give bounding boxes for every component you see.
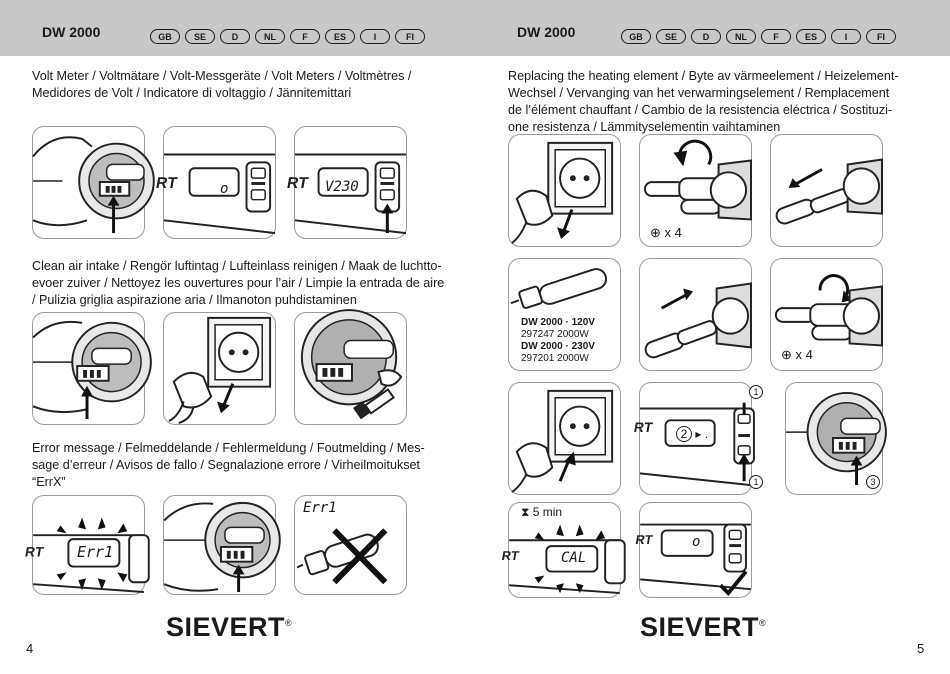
ready-readout: o — [692, 534, 701, 550]
page-number: 4 — [26, 641, 34, 656]
insert-element-illustration — [639, 258, 752, 371]
heat-gun-switch-illustration — [32, 312, 145, 425]
step-badge: 1 — [749, 475, 763, 489]
display-off-illustration — [154, 126, 276, 239]
new-element-spec — [508, 258, 621, 371]
heat-gun-switch-illustration — [785, 382, 883, 495]
error-display-readout: Err1 — [77, 543, 114, 561]
error-message-caption: Error message / Felmeddelande / Fehlermeldung / Foutmelding / Mes- sage d’erreur / Avisos de fallo / Segnalazione errore / Virheilmoitukset “ErrX” — [32, 441, 425, 489]
page-number: 5 — [917, 641, 925, 656]
model-title: DW 2000 — [42, 24, 101, 40]
step-badge: 2 ▸ . — [676, 426, 708, 442]
element-spec-list: DW 2000 · 120V 297247 2000W DW 2000 · 230V 297201 2000W — [521, 317, 595, 364]
language-badges — [150, 29, 425, 44]
control-panel-steps-illustration — [632, 382, 759, 495]
svg-text:RT: RT — [23, 543, 45, 560]
display-voltage-illustration — [285, 126, 407, 239]
error-display-illustration — [23, 495, 145, 595]
error-label: Err1 — [303, 500, 337, 516]
lang-badge: FI — [395, 29, 425, 44]
plug-in-socket-illustration — [508, 382, 621, 495]
lang-badge: GB — [150, 29, 180, 44]
lang-badge: GB — [621, 29, 651, 44]
step-badge: 1 — [749, 385, 763, 399]
lang-badge: NL — [726, 29, 756, 44]
wait-time: ⧗ 5 min — [521, 505, 563, 519]
replace-element-caption: Replacing the heating element / Byte av värmeelement / Heizelement- Wechsel / Vervanging van het verwarmingselement / Remplacement de l’élément chauffant / Cambio de la resistencia eléctrica / Sostituzi- one resistenza / Lämmityselementin vaihtaminen — [508, 69, 899, 134]
screw-count: ⊕ x 4 — [781, 347, 813, 362]
svg-text:RT: RT — [500, 547, 521, 563]
lang-badge: SE — [656, 29, 686, 44]
lang-badge: D — [691, 29, 721, 44]
right-header-bar — [475, 0, 950, 56]
right-page — [475, 0, 950, 674]
lang-badge: I — [360, 29, 390, 44]
heat-gun-front-illustration — [32, 126, 145, 239]
lang-badge: SE — [185, 29, 215, 44]
ready-display-illustration — [634, 502, 752, 598]
clean-air-caption: Clean air intake / Rengör luftintag / Lufteinlass reinigen / Maak de luchtto- evoer zuiver / Nettoyez les ouvertures pour l’air / Limpie la entrada de aire / Pulizia griglia aspirazione aria / Ilmanoton puhdistaminen — [32, 259, 445, 307]
calibration-display-illustration — [500, 502, 621, 598]
svg-text:RT: RT — [634, 532, 654, 548]
svg-text:RT: RT — [632, 419, 654, 436]
pull-out-element-illustration — [770, 134, 883, 247]
air-intake-brush-illustration — [294, 312, 407, 425]
screw-nozzle-illustration — [770, 258, 883, 371]
lang-badge: F — [290, 29, 320, 44]
sievert-logo: SIEVERT® — [640, 612, 767, 642]
sievert-logo: SIEVERT® — [166, 612, 293, 642]
volt-meter-caption: Volt Meter / Voltmätare / Volt-Messgeräte / Volt Meters / Voltmètres / Medidores de Volt / Indicatore di voltaggio / Jännitemittari — [32, 69, 412, 100]
step-badge: 3 — [866, 475, 880, 489]
display-readout: o — [220, 181, 229, 197]
screw-count: ⊕ x 4 — [650, 225, 682, 240]
display-readout: V230 — [325, 179, 359, 195]
model-title: DW 2000 — [517, 24, 576, 40]
unscrew-nozzle-illustration — [639, 134, 752, 247]
lang-badge: D — [220, 29, 250, 44]
lang-badge: NL — [255, 29, 285, 44]
svg-text:RT: RT — [285, 175, 310, 192]
lang-badge: FI — [866, 29, 896, 44]
unplug-socket-illustration — [163, 312, 276, 425]
calibration-readout: CAL — [561, 550, 587, 566]
language-badges — [621, 29, 896, 44]
heat-gun-switch-off-illustration — [163, 495, 276, 595]
lang-badge: ES — [796, 29, 826, 44]
svg-text:RT: RT — [154, 175, 179, 192]
lang-badge: F — [761, 29, 791, 44]
unplug-socket-illustration — [508, 134, 621, 247]
lang-badge: ES — [325, 29, 355, 44]
left-header-bar — [0, 0, 475, 56]
lang-badge: I — [831, 29, 861, 44]
element-error-illustration — [294, 495, 407, 595]
